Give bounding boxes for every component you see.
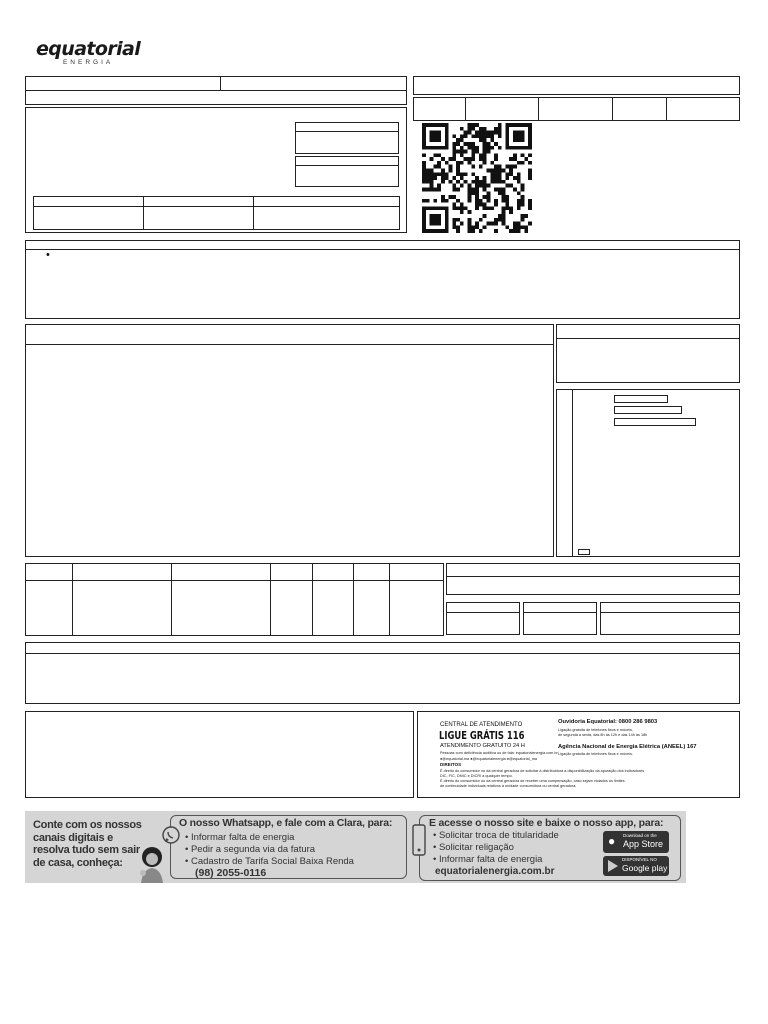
- divider: [389, 563, 390, 636]
- consumption-history-box: [556, 389, 740, 557]
- banner-intro: [33, 819, 142, 869]
- divider: [538, 97, 539, 121]
- whatsapp-item: • Informar falta de energia: [185, 832, 295, 843]
- direitos-text: É direito do consumidor ou da central geradora de receber uma compensação, caso sejam violados os limites: [440, 779, 625, 783]
- ouvidoria-note: de segunda a sexta, das 8h às 12h e das 14h às 18h: [558, 733, 648, 737]
- divider: [353, 563, 354, 636]
- play-icon: [608, 860, 618, 872]
- whatsapp-phone[interactable]: (98) 2055-0116: [195, 867, 267, 879]
- messages-box: [25, 642, 740, 704]
- atendimento-24h: ATENDIMENTO GRATUITO 24 H: [440, 743, 525, 749]
- divider: [25, 580, 444, 581]
- ligue-gratis: LIGUE GRÁTIS 116: [439, 730, 525, 742]
- aneel-note: Ligação gratuita de telefones fixos e móveis.: [558, 752, 633, 756]
- history-bar: [614, 418, 696, 426]
- notices-box: [25, 240, 740, 319]
- quality-indicators-box: [446, 563, 740, 595]
- divider: [25, 344, 554, 345]
- divider: [666, 97, 667, 121]
- banner-intro-line: canais digitais e: [33, 831, 113, 844]
- banner-intro-line: resolva tudo sem sair: [33, 844, 140, 856]
- payment-stub-box: [25, 711, 414, 798]
- history-bar: [614, 395, 668, 403]
- divider: [25, 90, 407, 91]
- logo-text: equatorial: [36, 38, 141, 60]
- central-title: CENTRAL DE ATENDIMENTO: [440, 722, 523, 728]
- classification-table: [33, 196, 400, 230]
- app-store-label: App Store: [623, 839, 664, 849]
- divider: [25, 249, 740, 250]
- social-icon: ●: [440, 757, 443, 761]
- social-icon: ●: [506, 757, 510, 761]
- indicator-field-1: [446, 602, 520, 635]
- pix-qr-code: [419, 123, 535, 233]
- account-field-2: [295, 156, 399, 187]
- site-title: E acesse o nosso site e baixe o nosso app, para:: [429, 817, 664, 829]
- google-play-label: Google play: [622, 863, 668, 873]
- social-handle: @equatorial_ma: [509, 757, 538, 761]
- ouvidoria-label: Ouvidoria Equatorial: 0800 286 9803: [558, 719, 658, 725]
- divider: [446, 576, 740, 577]
- site-item: • Solicitar troca de titularidade: [433, 830, 559, 841]
- clara-mascot-icon: [137, 845, 167, 883]
- ouvidoria-note: Ligação gratuita de telefones fixos e móveis,: [558, 728, 633, 732]
- consumption-details-box: [25, 324, 554, 557]
- whatsapp-item: • Cadastro de Tarifa Social Baixa Renda: [185, 856, 354, 867]
- apple-icon: ●: [608, 834, 616, 848]
- direitos-text: de continuidade individuais relativos à unidade consumidora ou central geradora.: [440, 784, 577, 788]
- divider: [523, 612, 597, 613]
- phone-icon: [411, 823, 427, 857]
- whatsapp-item: • Pedir a segunda via da fatura: [185, 844, 316, 855]
- divider: [171, 563, 172, 636]
- whatsapp-icon: [161, 825, 181, 845]
- divider: [556, 338, 740, 339]
- billing-header-box: [413, 76, 740, 95]
- site-item: • Solicitar religação: [433, 842, 514, 853]
- meter-reading-table: [25, 563, 444, 636]
- divider: [465, 97, 466, 121]
- divider: [25, 653, 740, 654]
- divider: [72, 563, 73, 636]
- app-store-small: Download on the: [623, 833, 657, 838]
- whatsapp-title: O nosso Whatsapp, e fale com a Clara, para:: [179, 817, 393, 829]
- divider: [270, 563, 271, 636]
- divider: [295, 131, 399, 132]
- divider: [143, 196, 144, 230]
- tax-info-box: [556, 324, 740, 383]
- google-play-small: DISPONÍVEL NO: [622, 857, 657, 862]
- divider: [312, 563, 313, 636]
- notice-bullet: •: [46, 249, 50, 261]
- company-logo: [36, 40, 140, 66]
- logo-subtext: ENERGIA: [62, 59, 114, 66]
- divider: [253, 196, 254, 230]
- divider: [33, 206, 400, 207]
- app-store-button[interactable]: [603, 831, 669, 853]
- divider: [446, 612, 520, 613]
- divider: [572, 389, 573, 557]
- banner-intro-line: Conte com os nossos: [33, 819, 142, 831]
- billing-summary-row: [413, 97, 740, 121]
- google-play-button[interactable]: [603, 856, 669, 876]
- indicator-field-3: [600, 602, 740, 635]
- accessibility-note: Pessoas com deficiência auditiva ou de fala: equatorialenergia.com.br: [440, 751, 558, 755]
- divider: [220, 76, 221, 91]
- indicator-field-2: [523, 602, 597, 635]
- meter-indicator: [578, 549, 590, 555]
- history-bar: [614, 406, 682, 414]
- direitos-title: DIREITOS: [440, 762, 462, 767]
- direitos-text: DIC, FIC, DMIC e DICRI a qualquer tempo.: [440, 774, 513, 778]
- social-handle: @equatorial.ma: [442, 757, 470, 761]
- divider: [612, 97, 613, 121]
- direitos-text: É direito do consumidor no da central geradora de solicitar à distribuidora a disponibilização da apuração dos indicadores: [440, 769, 645, 773]
- divider: [600, 612, 740, 613]
- site-item: • Informar falta de energia: [433, 854, 543, 865]
- account-field-1: [295, 122, 399, 154]
- social-handle: @equatorialenergia: [472, 757, 506, 761]
- social-icon: ●: [470, 757, 473, 761]
- digital-channels-banner: [25, 811, 686, 883]
- divider: [295, 165, 399, 166]
- banner-intro-line: de casa, conheça:: [33, 856, 123, 869]
- site-url[interactable]: equatorialenergia.com.br: [435, 866, 555, 877]
- aneel-label: Agência Nacional de Energia Elétrica (ANEEL) 167: [558, 744, 697, 750]
